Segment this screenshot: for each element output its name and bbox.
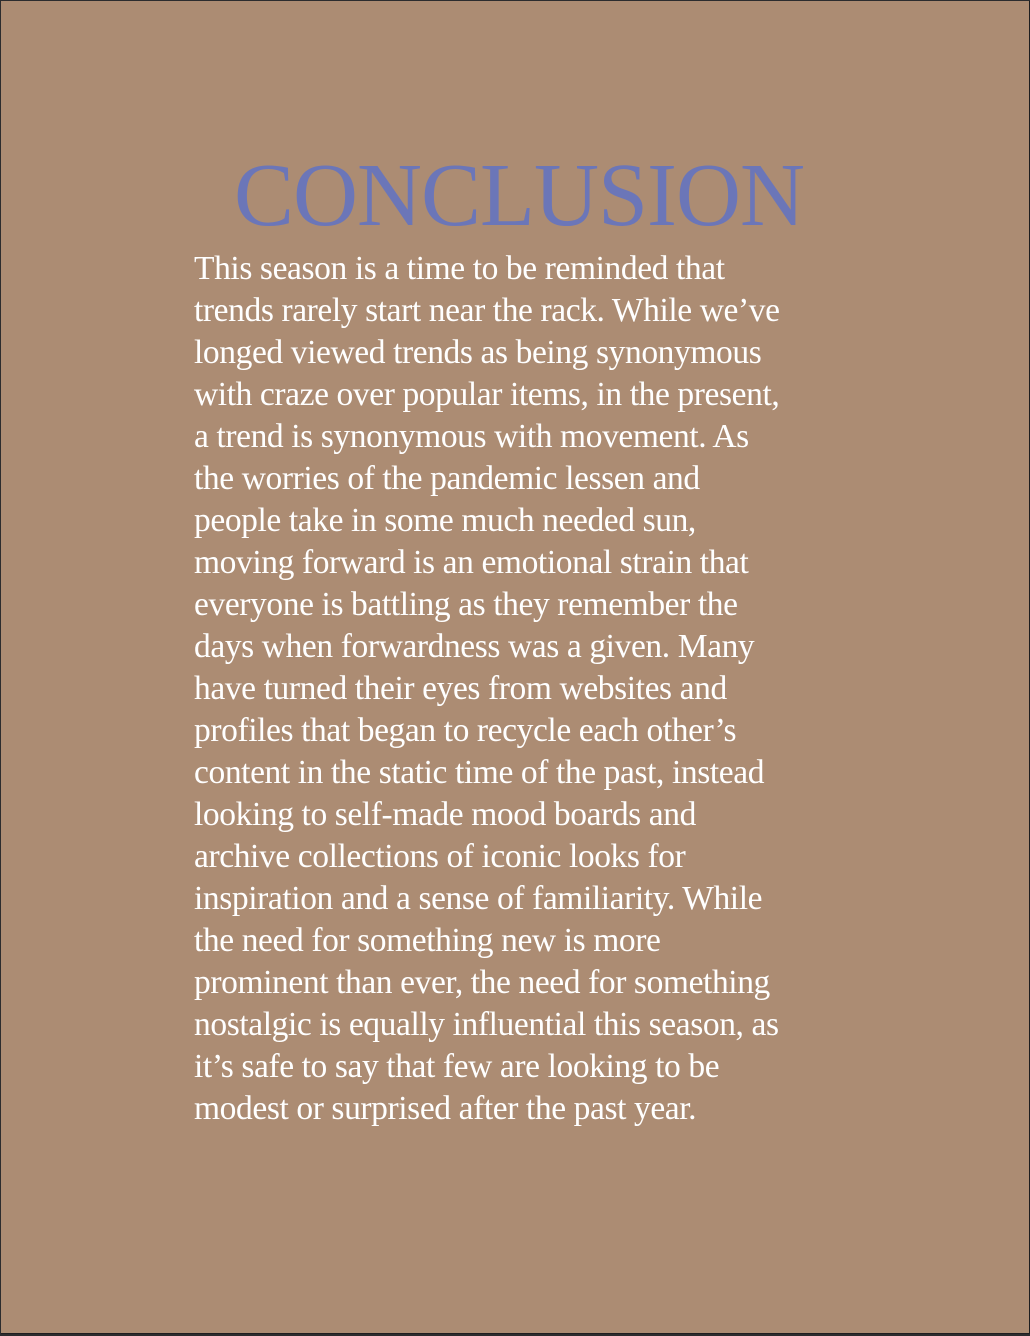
paragraph-line: the need for something new is more [194,922,661,959]
paragraph-line: people take in some much needed sun, [194,502,696,539]
paragraph-line: archive collections of iconic looks for [194,838,686,875]
document-page [1,1,1030,1334]
paragraph-line: the worries of the pandemic lessen and [194,460,700,497]
paragraph-line: trends rarely start near the rack. While we’ve [194,292,780,329]
paragraph-line: have turned their eyes from websites and [194,670,727,707]
paragraph-line: modest or surprised after the past year. [194,1090,697,1127]
paragraph-line: moving forward is an emotional strain that [194,544,749,581]
paragraph-line: profiles that began to recycle each other’s [194,712,737,749]
paragraph-line: with craze over popular items, in the present, [194,376,780,413]
paragraph-line: longed viewed trends as being synonymous [194,334,762,371]
paragraph-line: This season is a time to be reminded that [194,250,725,287]
page-title: CONCLUSION [233,146,805,245]
paragraph-line: everyone is battling as they remember the [194,586,738,623]
paragraph-line: content in the static time of the past, instead [194,754,765,791]
paragraph-line: prominent than ever, the need for something [194,964,770,1001]
paragraph-line: looking to self-made mood boards and [194,796,696,833]
paragraph-line: nostalgic is equally influential this season, as [194,1006,779,1043]
paragraph-line: a trend is synonymous with movement. As [194,418,749,455]
paragraph-line: days when forwardness was a given. Many [194,628,755,665]
paragraph-line: inspiration and a sense of familiarity. While [194,880,763,917]
conclusion-paragraph [194,248,874,1130]
paragraph-line: it’s safe to say that few are looking to be [194,1048,720,1085]
